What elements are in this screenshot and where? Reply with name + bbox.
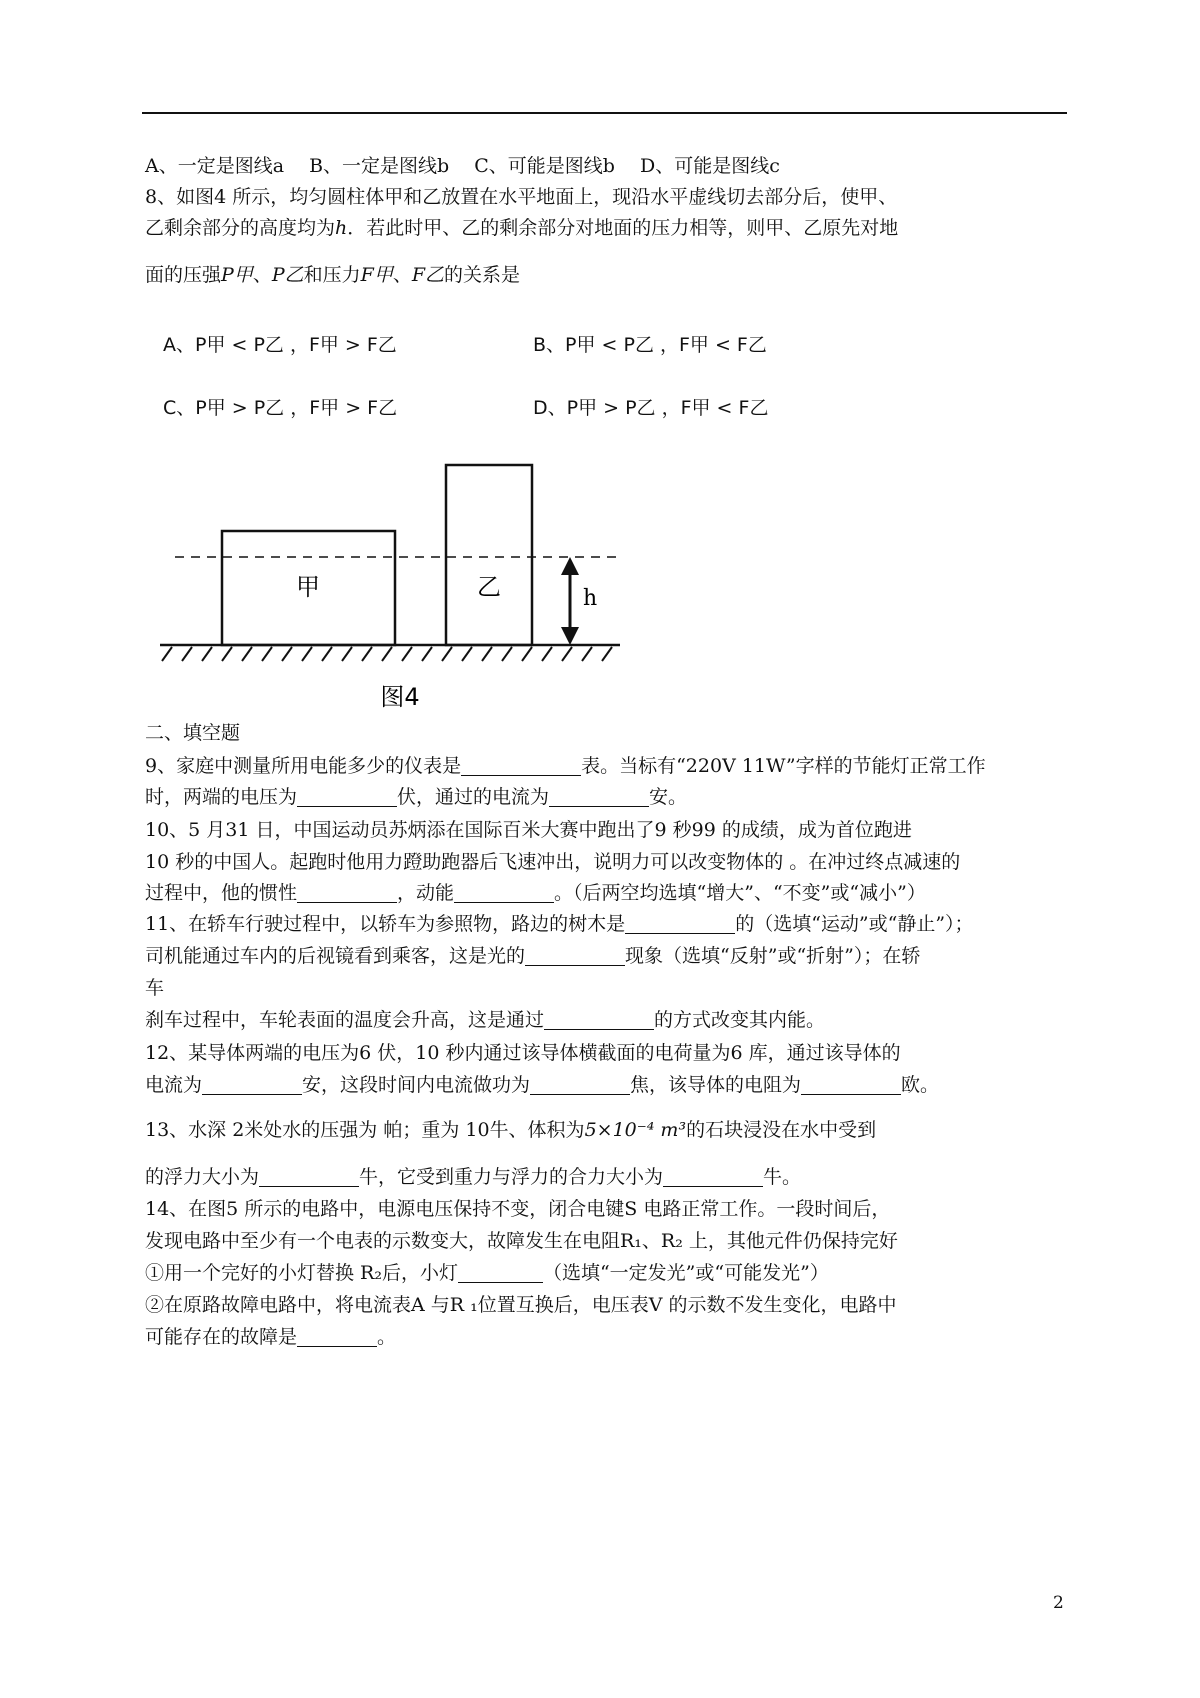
q9-blank-1[interactable]	[461, 757, 581, 776]
q11-line2: 司机能通过车内的后视镜看到乘客，这是光的 现象（选填“反射”或“折射”）；在轿	[145, 945, 921, 967]
figure-4	[160, 455, 630, 715]
label-h: h	[583, 586, 598, 611]
q11-blank-1[interactable]	[625, 915, 735, 934]
q8-option-d: D、P甲 > P乙 ，F甲 < F乙	[533, 397, 769, 419]
q9-blank-2[interactable]	[297, 788, 397, 807]
q12-blank-2[interactable]	[530, 1076, 630, 1095]
q14-line4: ②在原路故障电路中，将电流表A 与R ₁位置互换后，电压表V 的示数不发生变化，电路中	[145, 1294, 897, 1316]
q7-options: A、一定是图线a B、一定是图线b C、可能是图线b D、可能是图线c	[145, 155, 780, 177]
volume-expression: 5×10⁻⁴ m³	[584, 1119, 687, 1141]
cylinder-yi	[446, 465, 532, 645]
arrow-down-icon	[561, 627, 579, 645]
q9-line2: 时，两端的电压为 伏，通过的电流为 安。	[145, 786, 688, 808]
q14-line2: 发现电路中至少有一个电表的示数变大，故障发生在电阻R₁、R₂ 上，其他元件仍保持完好	[145, 1230, 898, 1252]
q14-line1: 14、在图5 所示的电路中，电源电压保持不变，闭合电键S 电路正常工作。一段时间后，	[145, 1198, 891, 1220]
q8-option-c: C、P甲 > P乙 ，F甲 > F乙	[163, 397, 398, 419]
q12-line1: 12、某导体两端的电压为6 伏，10 秒内通过该导体横截面的电荷量为6 库，通过该导体的	[145, 1042, 901, 1064]
section-title: 二、填空题	[145, 722, 241, 744]
q14-blank-1[interactable]	[458, 1264, 543, 1283]
label-jia: 甲	[296, 573, 320, 601]
symbol-p-yi: P乙	[271, 264, 304, 286]
q9-blank-3[interactable]	[549, 788, 649, 807]
q10-blank-2[interactable]	[454, 884, 554, 903]
label-yi: 乙	[477, 573, 501, 601]
figure-caption: 图4	[380, 683, 420, 711]
page-number: 2	[1053, 1593, 1064, 1613]
q10-blank-1[interactable]	[297, 884, 397, 903]
q14-line5: 可能存在的故障是 。	[145, 1326, 397, 1348]
q14-line3: ①用一个完好的小灯替换 R₂后，小灯 （选填“一定发光”或“可能发光”）	[145, 1262, 829, 1284]
symbol-f-yi: F乙	[411, 264, 445, 286]
symbol-p-jia: P甲	[221, 264, 253, 286]
q12-line2: 电流为 安，这段时间内电流做功为 焦，该导体的电阻为 欧。	[145, 1074, 940, 1096]
q8-option-a: A、P甲 < P乙 ，F甲 > F乙	[163, 334, 397, 356]
q8-line2: 乙剩余部分的高度均为h．若此时甲、乙的剩余部分对地面的压力相等，则甲、乙原先对地	[145, 217, 899, 239]
q8-line1: 8、如图4 所示，均匀圆柱体甲和乙放置在水平地面上，现沿水平虚线切去部分后，使甲、	[145, 186, 898, 208]
q11-line3: 车	[145, 977, 165, 999]
q13-line1: 13、水深 2米处水的压强为 帕；重为 10牛、体积为5×10⁻⁴ m³的石块浸没在水中受到	[145, 1119, 877, 1141]
q13-blank-1[interactable]	[259, 1168, 359, 1187]
q11-blank-2[interactable]	[525, 947, 625, 966]
q10-line2: 10 秒的中国人。起跑时他用力蹬助跑器后飞速冲出，说明力可以改变物体的 。在冲过终点减速的	[145, 851, 961, 873]
q12-blank-1[interactable]	[202, 1076, 302, 1095]
q11-line4: 刹车过程中，车轮表面的温度会升高，这是通过 的方式改变其内能。	[145, 1009, 826, 1031]
q14-blank-2[interactable]	[297, 1328, 377, 1347]
symbol-f-jia: F甲	[360, 264, 393, 286]
q12-blank-3[interactable]	[801, 1076, 901, 1095]
q11-line1: 11、在轿车行驶过程中，以轿车为参照物，路边的树木是 的（选填“运动”或“静止”）；	[145, 913, 974, 935]
q13-blank-2[interactable]	[663, 1168, 763, 1187]
q10-line1: 10、5 月31 日，中国运动员苏炳添在国际百米大赛中跑出了9 秒99 的成绩，成为首位跑进	[145, 819, 912, 841]
q8-line3: 面的压强P甲、P乙和压力F甲、F乙的关系是	[145, 264, 521, 286]
ground-hatching	[162, 647, 612, 661]
q13-line2: 的浮力大小为 牛，它受到重力与浮力的合力大小为 牛。	[145, 1166, 802, 1188]
q8-option-b: B、P甲 < P乙 ，F甲 < F乙	[533, 334, 767, 356]
q11-blank-3[interactable]	[544, 1011, 654, 1030]
q9-line1: 9、家庭中测量所用电能多少的仪表是 表。当标有“220V 11W”字样的节能灯正常工作	[145, 755, 986, 777]
arrow-up-icon	[561, 557, 579, 575]
header-rule	[142, 112, 1067, 114]
q10-line3: 过程中，他的惯性 ，动能 。（后两空均选填“增大”、“不变”或“减小”）	[145, 882, 926, 904]
